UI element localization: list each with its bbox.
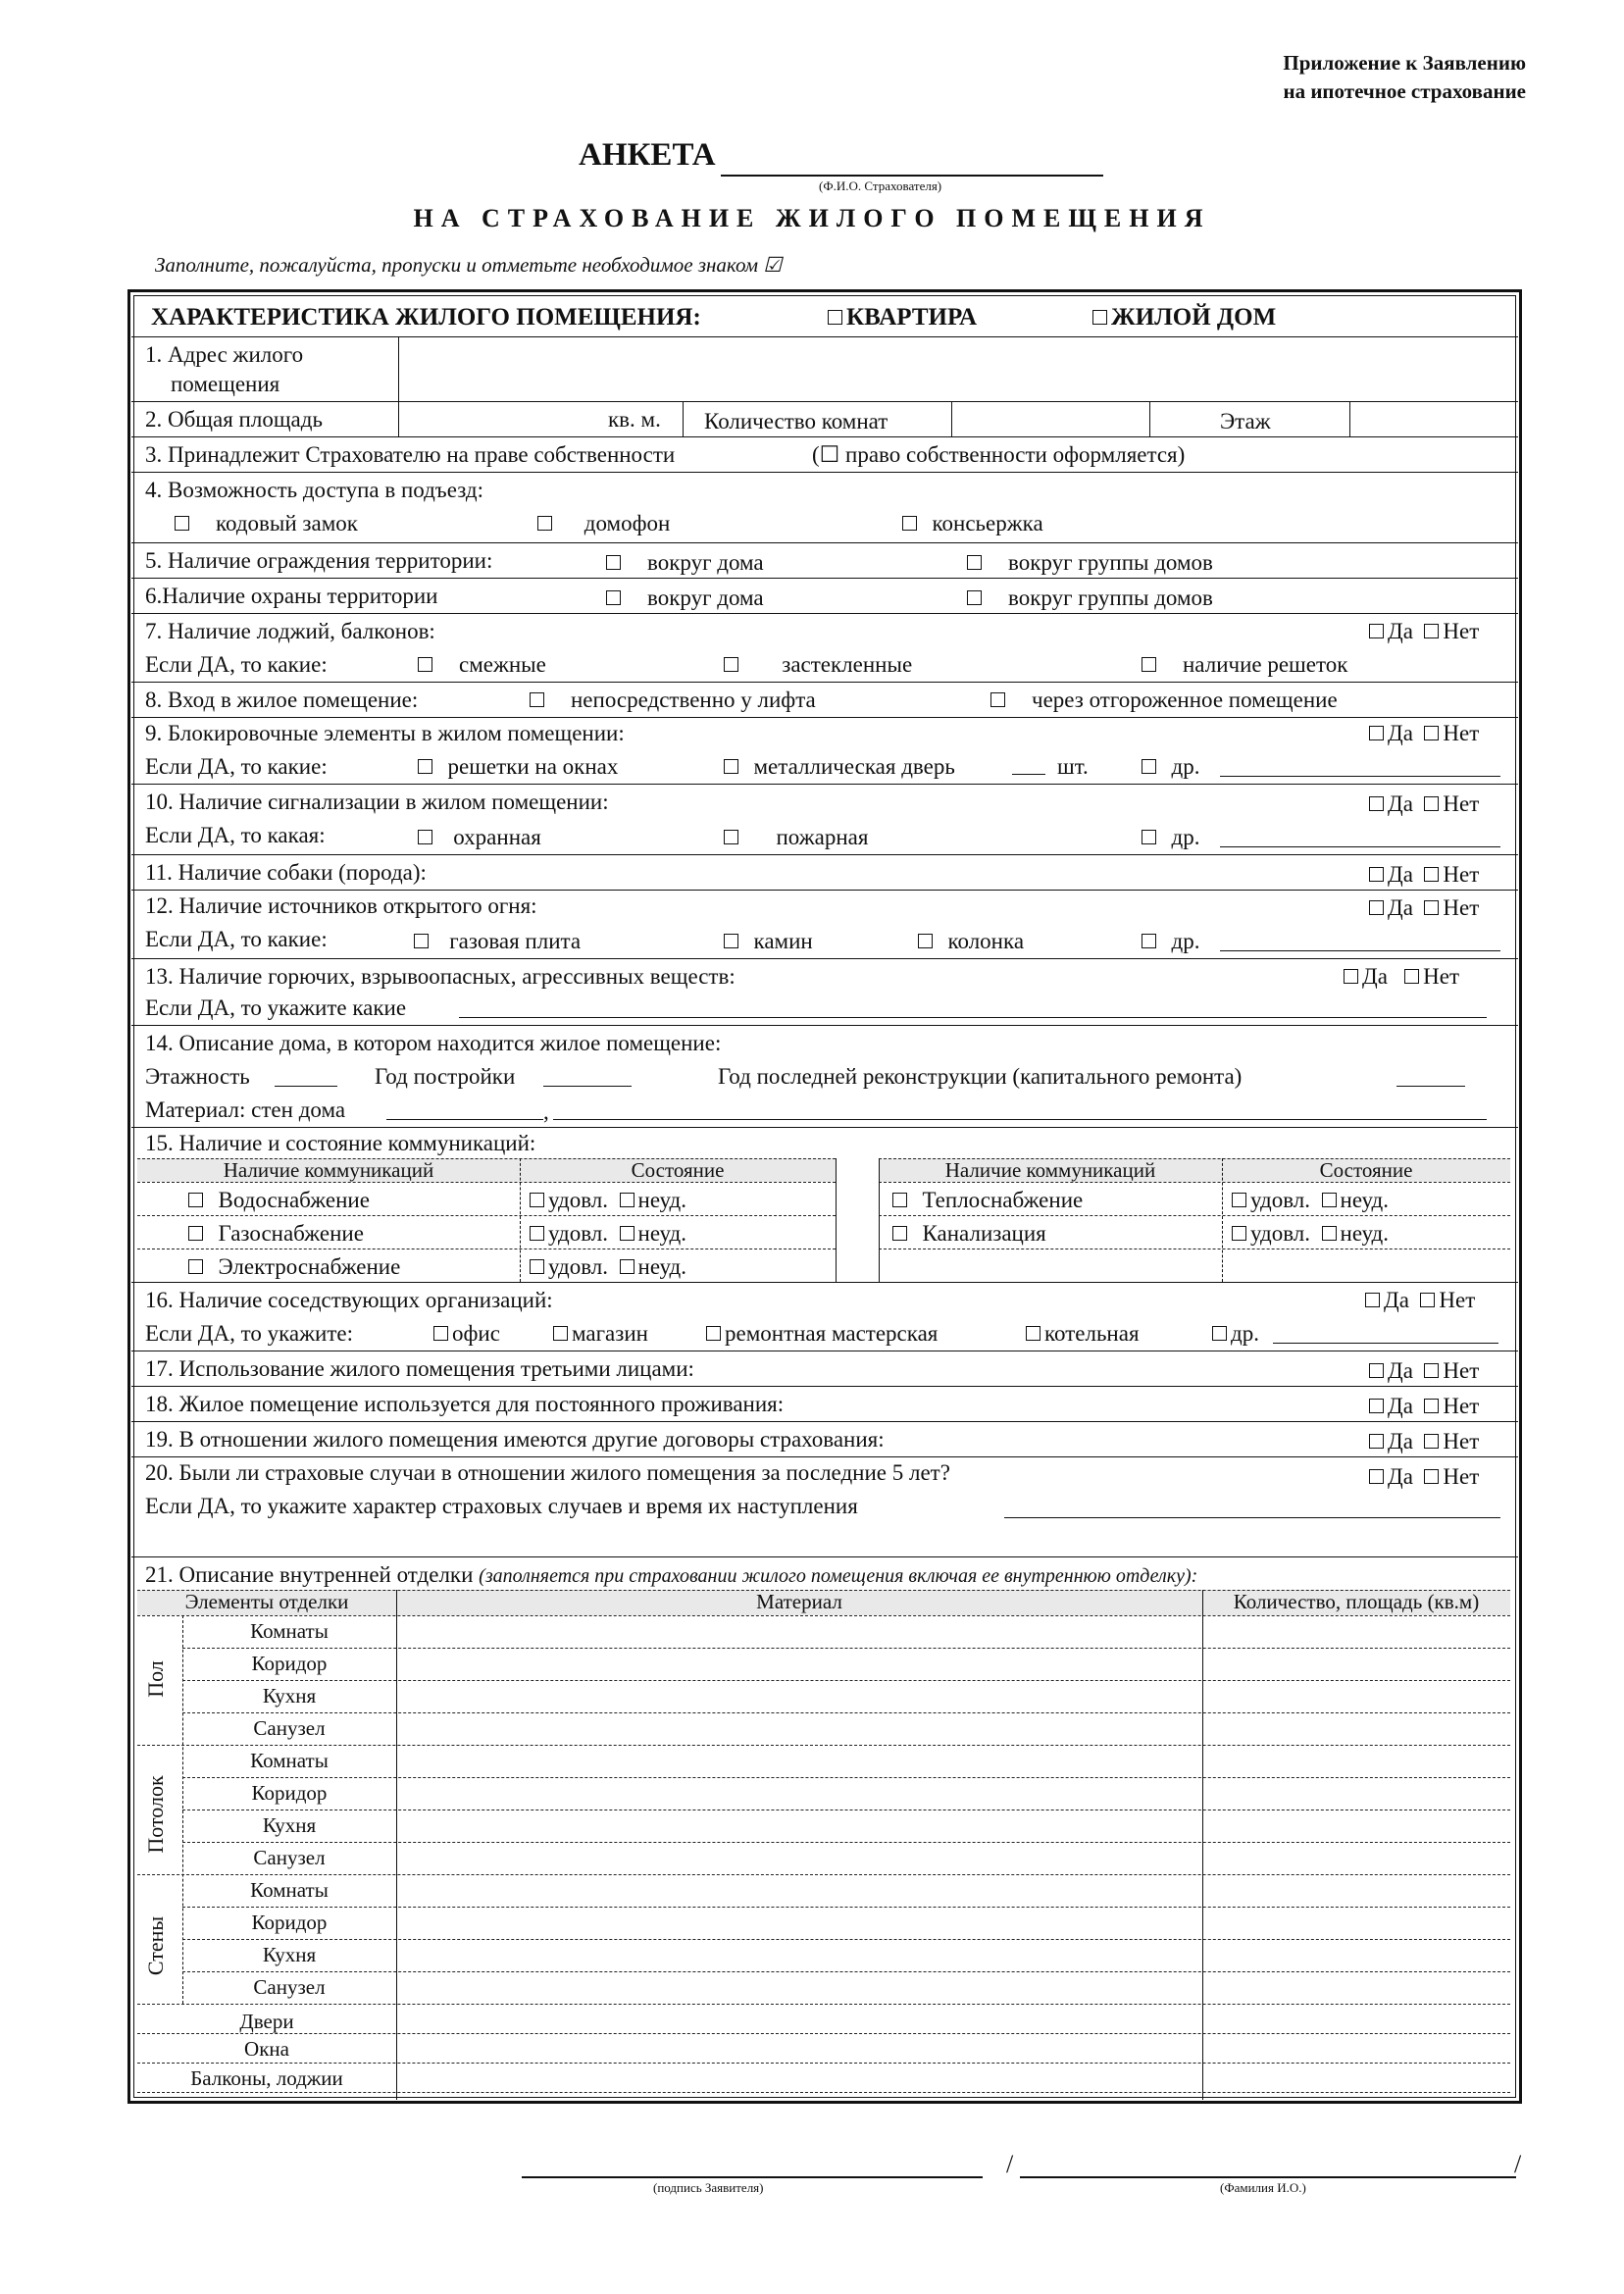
q9-if-label: Если ДА, то какие:	[145, 754, 328, 779]
q1-label-line2: помещения	[171, 372, 280, 396]
q14-floors-field[interactable]	[275, 1086, 337, 1087]
q12-option-boiler[interactable]: колонка	[918, 929, 1024, 954]
checkbox[interactable]	[606, 555, 621, 570]
q3-label: 3. Принадлежит Страхователю на праве собственности	[145, 442, 676, 467]
q21-material-cell[interactable]	[398, 1842, 1200, 1874]
checkbox[interactable]	[188, 1259, 203, 1274]
fio-caption: (Ф.И.О. Страхователя)	[819, 178, 942, 193]
q7-option-bars[interactable]: наличие решеток	[1142, 652, 1347, 678]
q19-yes-no[interactable]: Да Нет	[1369, 1429, 1479, 1454]
q21-row-ceiling-3: Санузел	[253, 1846, 326, 1869]
q21-quantity-cell[interactable]	[1204, 1810, 1510, 1842]
q10-option-security[interactable]: охранная	[418, 825, 541, 850]
q20-label: 20. Были ли страховые случаи в отношении жилого помещения за последние 5 лет?	[145, 1460, 950, 1485]
q2-rooms-label: Количество комнат	[704, 409, 888, 433]
q12-if-label: Если ДА, то какие:	[145, 927, 328, 951]
q21-material-cell[interactable]	[398, 1648, 1200, 1680]
q16-other-field[interactable]	[1273, 1343, 1498, 1344]
checkbox[interactable]	[1420, 1293, 1435, 1307]
checkbox[interactable]	[724, 934, 738, 948]
q21-col-elements: Элементы отделки	[184, 1590, 349, 1613]
name-caption: (Фамилия И.О.)	[1220, 2180, 1306, 2195]
checkbox[interactable]	[188, 1226, 203, 1241]
q15-water[interactable]: Водоснабжение	[188, 1188, 370, 1213]
q5-option-group[interactable]: вокруг группы домов	[967, 550, 1213, 576]
q15-gas-state[interactable]: удовл. неуд.	[530, 1221, 686, 1247]
checkbox[interactable]	[1369, 900, 1384, 915]
checkbox[interactable]	[530, 692, 544, 707]
checkbox[interactable]	[188, 1193, 203, 1207]
q21-quantity-cell[interactable]	[1204, 1907, 1510, 1939]
q12-label: 12. Наличие источников открытого огня:	[145, 893, 537, 918]
q9-option-metal-door[interactable]: металлическая дверь	[724, 754, 955, 780]
q21-col-material: Материал	[756, 1590, 842, 1613]
q21-material-cell[interactable]	[398, 1810, 1200, 1842]
q21-group-ceiling: Потолок	[143, 1775, 168, 1854]
q18-label: 18. Жилое помещение используется для постоянного проживания:	[145, 1392, 785, 1416]
q21-row-floor-2: Кухня	[262, 1684, 317, 1708]
q4-option-intercom[interactable]: домофон	[537, 511, 670, 536]
form-title: АНКЕТА	[579, 137, 716, 173]
q21-row-ceiling-0: Комнаты	[250, 1749, 329, 1772]
checkbox[interactable]	[1322, 1193, 1337, 1207]
checkbox[interactable]	[1369, 867, 1384, 882]
section-header-label: ХАРАКТЕРИСТИКА ЖИЛОГО ПОМЕЩЕНИЯ:	[151, 304, 701, 331]
q7-if-label: Если ДА, то какие:	[145, 652, 328, 677]
q21-row-floor-3: Санузел	[253, 1716, 326, 1740]
q16-if-label: Если ДА, то укажите:	[145, 1321, 353, 1346]
appendix-note	[1283, 49, 1526, 106]
appendix-line-2: на ипотечное страхование	[1283, 79, 1526, 103]
q21-quantity-cell[interactable]	[1204, 1939, 1510, 1971]
q8-option-enclosed[interactable]: через отгороженное помещение	[990, 688, 1338, 713]
q16-option-shop[interactable]: магазин	[553, 1321, 648, 1347]
q13-if-label: Если ДА, то укажите какие	[145, 995, 407, 1020]
option-apartment[interactable]: КВАРТИРА	[828, 305, 977, 331]
q21-quantity-cell[interactable]	[1204, 1680, 1510, 1712]
q21-col-quantity: Количество, площадь (кв.м)	[1233, 1590, 1480, 1613]
q15-sewage[interactable]: Канализация	[892, 1221, 1046, 1247]
q10-if-label: Если ДА, то какая:	[145, 823, 326, 847]
q13-field[interactable]	[459, 1017, 1487, 1018]
q21-row-doors: Двери	[239, 2010, 294, 2033]
q9-other-field[interactable]	[1220, 776, 1500, 777]
checkbox[interactable]	[620, 1193, 634, 1207]
checkbox[interactable]	[418, 830, 432, 844]
checkbox[interactable]	[1344, 969, 1358, 984]
checkbox[interactable]	[724, 830, 738, 844]
q4-option-code-lock[interactable]: кодовый замок	[175, 511, 358, 536]
q21-quantity-cell[interactable]	[1204, 1842, 1510, 1874]
q11-yes-no[interactable]: Да Нет	[1369, 862, 1479, 888]
checkbox[interactable]	[537, 516, 552, 531]
q15-col-state-right: Состояние	[1319, 1158, 1413, 1182]
checkbox[interactable]	[1142, 830, 1156, 844]
q15-col-comm-left: Наличие коммуникаций	[223, 1158, 434, 1182]
q9-pcs: шт.	[1057, 754, 1089, 779]
checkbox[interactable]	[553, 1326, 568, 1341]
signature-slash-1: /	[1006, 2150, 1014, 2178]
q20-if-label: Если ДА, то укажите характер страховых случаев и время их наступления	[145, 1494, 858, 1518]
q21-material-cell[interactable]	[398, 1615, 1200, 1648]
q21-row-floor-1: Коридор	[251, 1652, 328, 1675]
q16-option-office[interactable]: офис	[433, 1321, 500, 1347]
q18-yes-no[interactable]: Да Нет	[1369, 1394, 1479, 1419]
checkbox[interactable]	[828, 310, 842, 325]
checkbox[interactable]	[1424, 1434, 1439, 1449]
checkbox[interactable]	[1369, 1399, 1384, 1413]
q21-row-walls-2: Кухня	[262, 1943, 317, 1966]
q10-other-field[interactable]	[1220, 846, 1500, 847]
q6-option-house[interactable]: вокруг дома	[606, 586, 764, 611]
q10-yes-no[interactable]: Да Нет	[1369, 791, 1479, 817]
checkbox[interactable]	[175, 516, 189, 531]
checkbox[interactable]	[967, 590, 982, 605]
q2-unit: кв. м.	[608, 407, 661, 432]
q21-material-cell[interactable]	[398, 1971, 1200, 2004]
q21-material-cell[interactable]	[398, 1712, 1200, 1745]
q14-reconstruction: Год последней реконструкции (капитального ремонта)	[718, 1064, 1243, 1089]
checkbox[interactable]	[1404, 969, 1419, 984]
q16-option-boiler-room[interactable]: котельная	[1026, 1321, 1140, 1347]
checkbox[interactable]	[1369, 796, 1384, 811]
checkbox[interactable]	[1369, 1434, 1384, 1449]
q15-water-state[interactable]: удовл. неуд.	[530, 1188, 686, 1213]
q5-label: 5. Наличие ограждения территории:	[145, 548, 493, 573]
checkbox[interactable]	[1424, 796, 1439, 811]
q21-quantity-cell[interactable]	[1204, 1712, 1510, 1745]
q13-yes-no[interactable]: Да Нет	[1344, 964, 1459, 990]
checkbox[interactable]	[967, 555, 982, 570]
q5-option-house[interactable]: вокруг дома	[606, 550, 764, 576]
checkbox[interactable]	[433, 1326, 448, 1341]
q10-label: 10. Наличие сигнализации в жилом помещении:	[145, 790, 609, 814]
checkbox[interactable]	[892, 1193, 907, 1207]
q21-material-cell[interactable]	[398, 1907, 1200, 1939]
q21-material-cell[interactable]	[398, 1874, 1200, 1907]
q4-label: 4. Возможность доступа в подъезд:	[145, 478, 483, 502]
checkbox[interactable]	[1142, 657, 1156, 672]
q16-option-other[interactable]: др.	[1212, 1321, 1259, 1347]
q3-option[interactable]: (☐ право собственности оформляется)	[812, 442, 1186, 467]
q21-row-windows: Окна	[244, 2037, 289, 2061]
q21-quantity-cell[interactable]	[1204, 1777, 1510, 1810]
q7-label: 7. Наличие лоджий, балконов:	[145, 619, 435, 643]
q17-yes-no[interactable]: Да Нет	[1369, 1358, 1479, 1384]
q19-label: 19. В отношении жилого помещения имеются другие договоры страхования:	[145, 1427, 885, 1452]
checkbox[interactable]	[414, 934, 429, 948]
q9-door-count-field[interactable]	[1012, 774, 1045, 775]
q21-row-balconies: Балконы, лоджии	[190, 2066, 343, 2090]
q6-option-group[interactable]: вокруг группы домов	[967, 586, 1213, 611]
q16-yes-no[interactable]: Да Нет	[1365, 1288, 1475, 1313]
q21-quantity-cell[interactable]	[1204, 1874, 1510, 1907]
q9-option-other[interactable]: др.	[1142, 754, 1199, 780]
q1-label-line1: 1. Адрес жилого	[145, 342, 304, 367]
q21-material-cell[interactable]	[398, 1680, 1200, 1712]
q16-option-workshop[interactable]: ремонтная мастерская	[706, 1321, 938, 1347]
q21-row-walls-3: Санузел	[253, 1975, 326, 1999]
checkbox[interactable]	[1322, 1226, 1337, 1241]
q21-material-cell[interactable]	[398, 1939, 1200, 1971]
q20-yes-no[interactable]: Да Нет	[1369, 1464, 1479, 1490]
q15-electricity-state[interactable]: удовл. неуд.	[530, 1254, 686, 1280]
checkbox[interactable]	[892, 1226, 907, 1241]
q15-col-comm-right: Наличие коммуникаций	[944, 1158, 1156, 1182]
checkbox[interactable]	[1142, 934, 1156, 948]
q14-year-field[interactable]	[543, 1086, 632, 1087]
checkbox[interactable]	[1424, 900, 1439, 915]
q9-option-window-bars[interactable]: решетки на окнах	[418, 754, 618, 780]
checkbox[interactable]	[1212, 1326, 1227, 1341]
checkbox[interactable]	[1369, 624, 1384, 638]
q12-yes-no[interactable]: Да Нет	[1369, 895, 1479, 921]
checkbox[interactable]	[530, 1193, 544, 1207]
q12-option-other[interactable]: др.	[1142, 929, 1199, 954]
q4-option-concierge[interactable]: консьержка	[902, 511, 1043, 536]
q9-label: 9. Блокировочные элементы в жилом помещении:	[145, 721, 625, 745]
checkbox[interactable]	[706, 1326, 721, 1341]
q10-option-fire[interactable]: пожарная	[724, 825, 868, 850]
checkbox[interactable]	[1142, 759, 1156, 774]
q21-group-walls: Стены	[143, 1915, 168, 1976]
q7-option-glazed[interactable]: застекленные	[724, 652, 912, 678]
q14-label: 14. Описание дома, в котором находится жилое помещение:	[145, 1031, 722, 1055]
checkbox[interactable]	[1365, 1293, 1380, 1307]
checkbox[interactable]	[1369, 726, 1384, 740]
q20-field[interactable]	[1004, 1517, 1500, 1518]
q2-floor-label: Этаж	[1220, 409, 1271, 433]
checkbox[interactable]	[902, 516, 917, 531]
q14-year: Год постройки	[375, 1064, 516, 1089]
q21-row-ceiling-2: Кухня	[262, 1813, 317, 1837]
checkbox[interactable]	[1424, 726, 1439, 740]
checkbox[interactable]	[918, 934, 933, 948]
q15-label: 15. Наличие и состояние коммуникаций:	[145, 1131, 536, 1155]
fio-input-line[interactable]	[721, 175, 1103, 177]
appendix-line-1: Приложение к Заявлению	[1283, 51, 1526, 75]
applicant-signature-line[interactable]	[522, 2176, 983, 2178]
form-subtitle: НА СТРАХОВАНИЕ ЖИЛОГО ПОМЕЩЕНИЯ	[413, 204, 1211, 232]
q15-heating[interactable]: Теплоснабжение	[892, 1188, 1083, 1213]
q21-material-cell[interactable]	[398, 1745, 1200, 1777]
option-house[interactable]: ЖИЛОЙ ДОМ	[1092, 305, 1276, 331]
q21-quantity-cell[interactable]	[1204, 1648, 1510, 1680]
q21-quantity-cell[interactable]	[1204, 1615, 1510, 1648]
q14-comma: ,	[543, 1099, 549, 1124]
checkbox[interactable]	[990, 692, 1005, 707]
q8-option-elevator[interactable]: непосредственно у лифта	[530, 688, 816, 713]
signature-slash-2: /	[1514, 2150, 1522, 2178]
q7-yes-no[interactable]: Да Нет	[1369, 619, 1479, 644]
q10-option-other[interactable]: др.	[1142, 825, 1199, 850]
applicant-signature-caption: (подпись Заявителя)	[653, 2180, 764, 2195]
checkbox[interactable]	[1232, 1193, 1246, 1207]
name-line[interactable]	[1020, 2176, 1516, 2178]
q21-row-ceiling-1: Коридор	[251, 1781, 328, 1805]
checkbox[interactable]	[1424, 1363, 1439, 1378]
q21-quantity-cell[interactable]	[1204, 1971, 1510, 2004]
q15-electricity[interactable]: Электроснабжение	[188, 1254, 400, 1280]
checkbox[interactable]	[1092, 310, 1107, 325]
q14-material-field-1[interactable]	[386, 1119, 543, 1120]
checkbox[interactable]	[1424, 1399, 1439, 1413]
q21-row-walls-0: Комнаты	[250, 1878, 329, 1902]
instruction-text: Заполните, пожалуйста, пропуски и отметьте необходимое знаком ☑	[155, 253, 783, 277]
q13-label: 13. Наличие горючих, взрывоопасных, агрессивных веществ:	[145, 964, 736, 989]
checkbox[interactable]	[1369, 1469, 1384, 1484]
q6-label: 6.Наличие охраны территории	[145, 584, 438, 608]
checkbox[interactable]	[724, 657, 738, 672]
checkbox[interactable]	[530, 1226, 544, 1241]
q15-col-state-left: Состояние	[631, 1158, 725, 1182]
checkbox[interactable]	[1232, 1226, 1246, 1241]
checkbox[interactable]	[530, 1259, 544, 1274]
q15-heating-state[interactable]: удовл. неуд.	[1232, 1188, 1389, 1213]
checkbox[interactable]	[620, 1259, 634, 1274]
q21-label: 21. Описание внутренней отделки (заполняется при страховании жилого помещения включая ее внутреннюю отделку):	[145, 1562, 1198, 1587]
q7-option-adjacent[interactable]: смежные	[418, 652, 546, 678]
q12-other-field[interactable]	[1220, 950, 1500, 951]
checkbox[interactable]	[1424, 867, 1439, 882]
checkbox[interactable]	[1026, 1326, 1040, 1341]
q14-floors: Этажность	[145, 1064, 250, 1089]
form-content	[131, 293, 1518, 2100]
checkbox[interactable]	[1424, 1469, 1439, 1484]
q15-gas[interactable]: Газоснабжение	[188, 1221, 364, 1247]
checkbox[interactable]	[620, 1226, 634, 1241]
q14-recon-field[interactable]	[1396, 1086, 1465, 1087]
q17-label: 17. Использование жилого помещения третьими лицами:	[145, 1356, 694, 1381]
q21-group-floor: Пол	[143, 1660, 168, 1698]
q2-label: 2. Общая площадь	[145, 407, 323, 432]
q21-row-walls-1: Коридор	[251, 1911, 328, 1934]
q11-label: 11. Наличие собаки (порода):	[145, 860, 427, 885]
q12-option-fireplace[interactable]: камин	[724, 929, 813, 954]
q21-material-cell[interactable]	[398, 1777, 1200, 1810]
q12-option-gas-stove[interactable]: газовая плита	[414, 929, 581, 954]
checkbox[interactable]	[418, 657, 432, 672]
q21-row-floor-0: Комнаты	[250, 1619, 329, 1643]
q9-yes-no[interactable]: Да Нет	[1369, 721, 1479, 746]
checkbox[interactable]	[1369, 1363, 1384, 1378]
checkbox[interactable]	[1424, 624, 1439, 638]
q15-sewage-state[interactable]: удовл. неуд.	[1232, 1221, 1389, 1247]
q8-label: 8. Вход в жилое помещение:	[145, 688, 419, 712]
q21-quantity-cell[interactable]	[1204, 1745, 1510, 1777]
q14-material: Материал: стен дома	[145, 1097, 346, 1122]
q16-label: 16. Наличие соседствующих организаций:	[145, 1288, 553, 1312]
q14-material-field-2[interactable]	[553, 1119, 1487, 1120]
checkbox[interactable]	[724, 759, 738, 774]
checkbox[interactable]	[606, 590, 621, 605]
checkbox[interactable]	[418, 759, 432, 774]
